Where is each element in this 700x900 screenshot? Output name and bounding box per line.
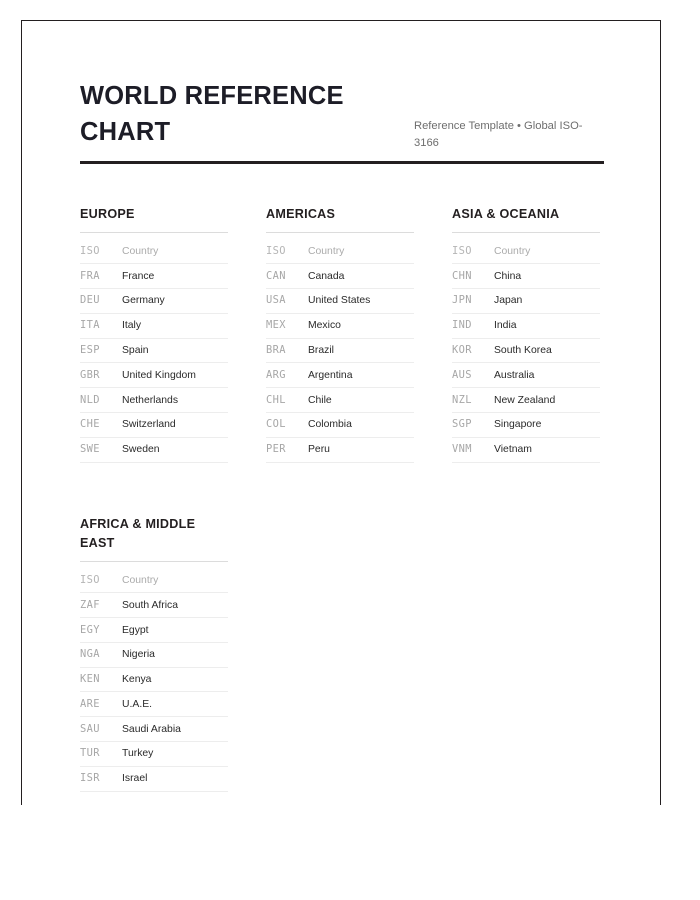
iso-code-cell: IND bbox=[452, 313, 494, 338]
iso-code-cell: FRA bbox=[80, 264, 122, 289]
iso-code-cell: CAN bbox=[266, 264, 308, 289]
column-header-iso: ISO bbox=[452, 240, 494, 264]
country-name-cell: Egypt bbox=[122, 618, 228, 643]
section-divider bbox=[80, 232, 228, 233]
table-row bbox=[80, 363, 228, 388]
table-row bbox=[266, 264, 414, 289]
table-row bbox=[80, 717, 228, 742]
country-name-cell: Italy bbox=[122, 313, 228, 338]
table-row bbox=[266, 313, 414, 338]
country-name-cell: Kenya bbox=[122, 667, 228, 692]
table-row bbox=[80, 692, 228, 717]
iso-code-cell: KOR bbox=[452, 338, 494, 363]
table-row bbox=[452, 363, 600, 388]
iso-table bbox=[452, 240, 600, 463]
table-row bbox=[80, 618, 228, 643]
country-name-cell: Germany bbox=[122, 289, 228, 314]
iso-code-cell: USA bbox=[266, 289, 308, 314]
header-divider bbox=[80, 161, 604, 164]
table-row bbox=[80, 642, 228, 667]
table-row bbox=[266, 388, 414, 413]
iso-code-cell: COL bbox=[266, 412, 308, 437]
country-name-cell: Brazil bbox=[308, 338, 414, 363]
table-row bbox=[80, 742, 228, 767]
iso-code-cell: ZAF bbox=[80, 593, 122, 618]
country-name-cell: Japan bbox=[494, 289, 600, 314]
table-header-row bbox=[80, 569, 228, 593]
document-subtitle: Reference Template • Global ISO-3166 bbox=[414, 120, 583, 150]
table-row bbox=[80, 593, 228, 618]
table-row bbox=[80, 388, 228, 413]
country-name-cell: United Kingdom bbox=[122, 363, 228, 388]
country-name-cell: Argentina bbox=[308, 363, 414, 388]
iso-table bbox=[266, 240, 414, 463]
country-name-cell: France bbox=[122, 264, 228, 289]
iso-table bbox=[80, 569, 228, 792]
iso-code-cell: SAU bbox=[80, 717, 122, 742]
iso-code-cell: CHN bbox=[452, 264, 494, 289]
table-row bbox=[452, 388, 600, 413]
iso-code-cell: SWE bbox=[80, 437, 122, 462]
table-row bbox=[80, 289, 228, 314]
table-row bbox=[452, 289, 600, 314]
iso-code-cell: ARG bbox=[266, 363, 308, 388]
section-divider bbox=[452, 232, 600, 233]
country-name-cell: South Africa bbox=[122, 593, 228, 618]
section-divider bbox=[266, 232, 414, 233]
section-column bbox=[80, 515, 228, 792]
iso-code-cell: BRA bbox=[266, 338, 308, 363]
country-name-cell: Peru bbox=[308, 437, 414, 462]
country-name-cell: Turkey bbox=[122, 742, 228, 767]
iso-code-cell: NGA bbox=[80, 642, 122, 667]
table-row bbox=[266, 363, 414, 388]
country-name-cell: Colombia bbox=[308, 412, 414, 437]
iso-code-cell: TUR bbox=[80, 742, 122, 767]
page-title: WORLD REFERENCE CHART bbox=[80, 82, 344, 147]
column-header-iso: ISO bbox=[80, 569, 122, 593]
section-grid bbox=[80, 205, 604, 792]
country-name-cell: Sweden bbox=[122, 437, 228, 462]
table-row bbox=[80, 338, 228, 363]
iso-code-cell: VNM bbox=[452, 437, 494, 462]
iso-code-cell: SGP bbox=[452, 412, 494, 437]
table-row bbox=[452, 313, 600, 338]
table-row bbox=[80, 264, 228, 289]
table-row bbox=[80, 412, 228, 437]
country-name-cell: Chile bbox=[308, 388, 414, 413]
country-name-cell: Israel bbox=[122, 766, 228, 791]
country-name-cell: China bbox=[494, 264, 600, 289]
column-header-iso: ISO bbox=[266, 240, 308, 264]
iso-code-cell: ISR bbox=[80, 766, 122, 791]
country-name-cell: U.A.E. bbox=[122, 692, 228, 717]
country-name-cell: India bbox=[494, 313, 600, 338]
table-header-row bbox=[452, 240, 600, 264]
country-name-cell: Switzerland bbox=[122, 412, 228, 437]
column-header-country: Country bbox=[308, 240, 414, 264]
country-name-cell: Nigeria bbox=[122, 642, 228, 667]
table-row bbox=[452, 338, 600, 363]
country-name-cell: Vietnam bbox=[494, 437, 600, 462]
column-header-iso: ISO bbox=[80, 240, 122, 264]
table-row bbox=[266, 437, 414, 462]
country-name-cell: South Korea bbox=[494, 338, 600, 363]
iso-code-cell: CHE bbox=[80, 412, 122, 437]
iso-code-cell: CHL bbox=[266, 388, 308, 413]
table-row bbox=[80, 437, 228, 462]
table-row bbox=[266, 289, 414, 314]
table-row bbox=[80, 313, 228, 338]
section-title: EUROPE bbox=[80, 207, 135, 221]
column-header-country: Country bbox=[494, 240, 600, 264]
column-header-country: Country bbox=[122, 240, 228, 264]
section-column bbox=[80, 205, 228, 463]
table-row bbox=[80, 766, 228, 791]
country-name-cell: Mexico bbox=[308, 313, 414, 338]
section-divider bbox=[80, 561, 228, 562]
document-header bbox=[80, 78, 604, 153]
table-header-row bbox=[80, 240, 228, 264]
country-name-cell: New Zealand bbox=[494, 388, 600, 413]
iso-code-cell: MEX bbox=[266, 313, 308, 338]
country-name-cell: Singapore bbox=[494, 412, 600, 437]
country-name-cell: Saudi Arabia bbox=[122, 717, 228, 742]
table-row bbox=[452, 437, 600, 462]
country-name-cell: Netherlands bbox=[122, 388, 228, 413]
table-row bbox=[80, 667, 228, 692]
country-name-cell: Spain bbox=[122, 338, 228, 363]
table-row bbox=[452, 412, 600, 437]
iso-code-cell: EGY bbox=[80, 618, 122, 643]
section-title: ASIA & OCEANIA bbox=[452, 207, 560, 221]
country-name-cell: United States bbox=[308, 289, 414, 314]
iso-code-cell: ARE bbox=[80, 692, 122, 717]
iso-code-cell: ESP bbox=[80, 338, 122, 363]
table-row bbox=[266, 412, 414, 437]
table-header-row bbox=[266, 240, 414, 264]
iso-code-cell: AUS bbox=[452, 363, 494, 388]
section-title: AMERICAS bbox=[266, 207, 336, 221]
iso-code-cell: ITA bbox=[80, 313, 122, 338]
iso-code-cell: DEU bbox=[80, 289, 122, 314]
iso-table bbox=[80, 240, 228, 463]
iso-code-cell: PER bbox=[266, 437, 308, 462]
iso-code-cell: GBR bbox=[80, 363, 122, 388]
iso-code-cell: JPN bbox=[452, 289, 494, 314]
section-column bbox=[266, 205, 414, 463]
country-name-cell: Canada bbox=[308, 264, 414, 289]
column-header-country: Country bbox=[122, 569, 228, 593]
section-title: AFRICA & MIDDLE EAST bbox=[80, 516, 196, 551]
iso-code-cell: NZL bbox=[452, 388, 494, 413]
section-column bbox=[452, 205, 600, 463]
table-row bbox=[266, 338, 414, 363]
table-row bbox=[452, 264, 600, 289]
country-name-cell: Australia bbox=[494, 363, 600, 388]
iso-code-cell: KEN bbox=[80, 667, 122, 692]
iso-code-cell: NLD bbox=[80, 388, 122, 413]
